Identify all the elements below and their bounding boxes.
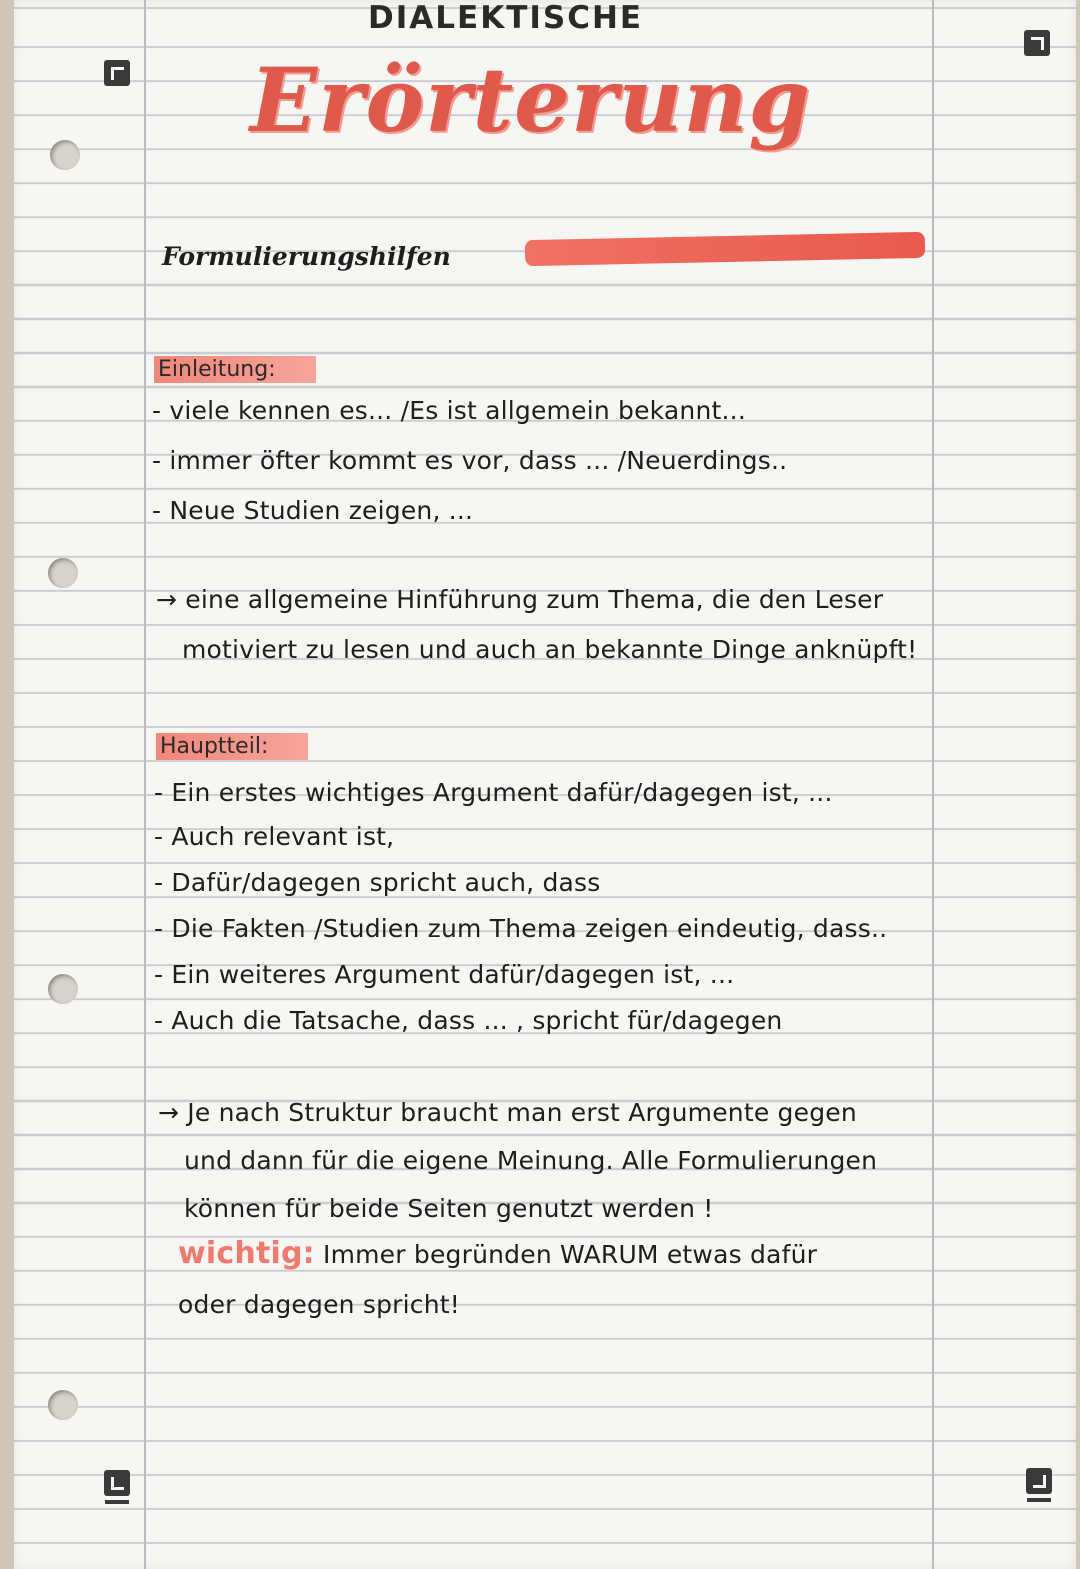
hauptteil-line: - Auch relevant ist, [154, 822, 395, 851]
einleitung-line: - viele kennen es... /Es ist allgemein bekannt... [152, 396, 746, 425]
einleitung-line: - Neue Studien zeigen, ... [152, 496, 474, 525]
hauptteil-line: - Ein weiteres Argument dafür/dagegen ist, ... [154, 960, 735, 989]
einleitung-line: - immer öfter kommt es vor, dass ... /Neuerdings.. [152, 446, 788, 475]
corner-marker-icon [1026, 1468, 1052, 1494]
header-small-title: DIALEKTISCHE [368, 0, 644, 36]
einleitung-note-line: → eine allgemeine Hinführung zum Thema, die den Leser [156, 585, 884, 614]
corner-tick [1027, 1498, 1051, 1502]
important-line: oder dagegen spricht! [178, 1290, 460, 1319]
corner-tick [105, 1500, 129, 1504]
einleitung-label: Einleitung: [154, 356, 316, 383]
hauptteil-note-line: → Je nach Struktur braucht man erst Argumente gegen [158, 1098, 857, 1127]
hauptteil-label: Hauptteil: [156, 733, 308, 760]
hauptteil-line: - Auch die Tatsache, dass ... , spricht für/dagegen [154, 1006, 783, 1035]
punch-hole [50, 140, 80, 170]
punch-hole [48, 1390, 78, 1420]
page-title: Erörterung [250, 48, 811, 152]
important-label: wichtig: [178, 1236, 315, 1271]
hauptteil-line: - Dafür/dagegen spricht auch, dass [154, 868, 601, 897]
right-margin-line [932, 0, 934, 1569]
important-line: Immer begründen WARUM etwas dafür [323, 1240, 818, 1269]
hauptteil-note-line: und dann für die eigene Meinung. Alle Formulierungen [184, 1146, 878, 1175]
hauptteil-note-line: können für beide Seiten genutzt werden ! [184, 1194, 714, 1223]
corner-marker-icon [1024, 30, 1050, 56]
left-margin-line [144, 0, 146, 1569]
hauptteil-line: - Die Fakten /Studien zum Thema zeigen eindeutig, dass.. [154, 914, 888, 943]
einleitung-note-line: motiviert zu lesen und auch an bekannte Dinge anknüpft! [182, 635, 918, 664]
corner-marker-icon [104, 60, 130, 86]
hauptteil-line: - Ein erstes wichtiges Argument dafür/dagegen ist, ... [154, 778, 833, 807]
corner-marker-icon [104, 1470, 130, 1496]
punch-hole [48, 974, 78, 1004]
punch-hole [48, 558, 78, 588]
important-note [178, 1236, 817, 1271]
section-heading: Formulierungshilfen [162, 242, 451, 271]
